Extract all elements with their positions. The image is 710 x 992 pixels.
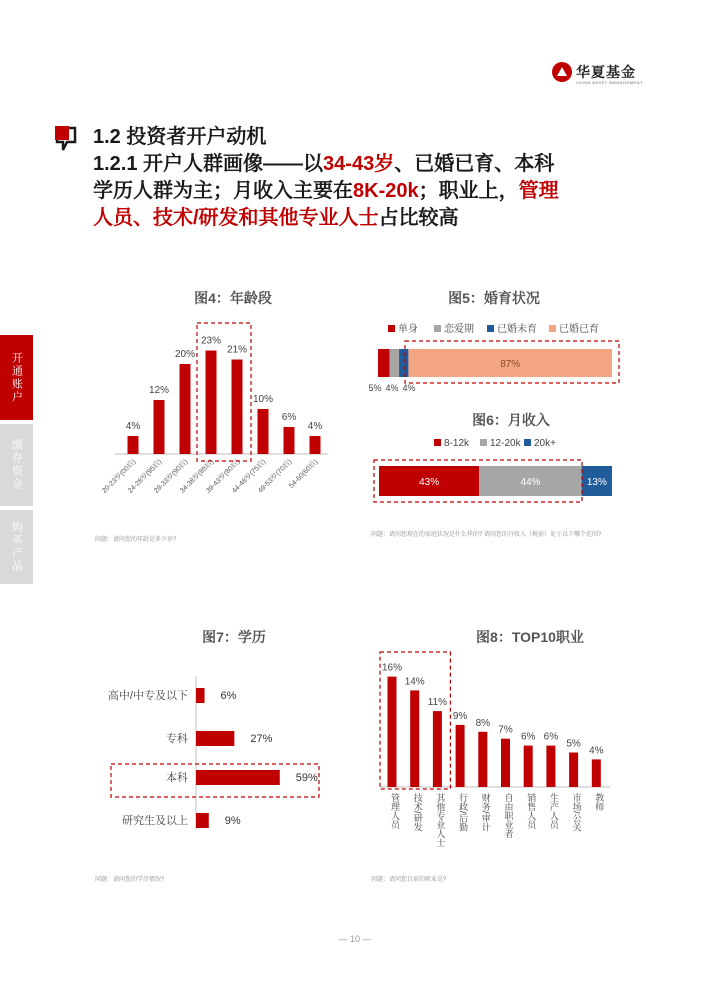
fig5-legend-swatch bbox=[487, 325, 494, 332]
fig6-legend-swatch bbox=[480, 439, 487, 446]
fig8-data-label: 8% bbox=[475, 717, 491, 729]
fig8-data-label: 5% bbox=[566, 738, 581, 750]
side-tab-open-account[interactable]: 开通账户 bbox=[0, 335, 33, 420]
fig7-data-label: 9% bbox=[224, 815, 241, 827]
fig8-tick-label: 销售人员 bbox=[526, 793, 537, 829]
fig8-tick-label: 行政/后勤 bbox=[458, 793, 469, 832]
fig6-note: 问题：请问您现在的家庭状况是什么样的? 请问您的月收入（税前）处于以下哪个范围? bbox=[371, 532, 602, 538]
fig8-data-label: 7% bbox=[498, 724, 513, 736]
fig5-legend-label: 已婚已育 bbox=[559, 324, 599, 335]
heading-highlight: 8K-20k bbox=[353, 180, 419, 202]
heading-highlight: 管理 bbox=[518, 180, 559, 202]
fig4-bar bbox=[310, 436, 321, 454]
fig7-data-label: 27% bbox=[250, 733, 273, 745]
fig7-bar bbox=[196, 770, 280, 785]
fig5-legend-swatch bbox=[434, 325, 441, 332]
heading-text: 学历人群为主；月收入主要在 bbox=[93, 180, 353, 202]
fig4-bar bbox=[180, 364, 191, 454]
fig8-bar bbox=[501, 739, 510, 787]
fig7-data-label: 6% bbox=[220, 690, 237, 702]
fig4-bar bbox=[154, 400, 165, 454]
fig8-title: 图8：TOP10职业 bbox=[476, 629, 584, 645]
fig6-data-label: 43% bbox=[419, 477, 440, 488]
fig5-data-label: 4% bbox=[385, 383, 399, 393]
fig4-data-label: 4% bbox=[125, 421, 141, 432]
fig6-data-label: 13% bbox=[586, 477, 607, 488]
fig5-segment bbox=[399, 349, 408, 377]
fig8-data-label: 14% bbox=[404, 676, 425, 688]
fig8-tick-label: 市场/公关 bbox=[571, 793, 582, 832]
fig8-data-label: 9% bbox=[452, 710, 468, 722]
side-tab-deposit[interactable]: 缴存资金 bbox=[0, 424, 33, 506]
fig5-segment bbox=[390, 349, 399, 377]
fig4-tick-label: 24-28岁(95后) bbox=[127, 458, 164, 495]
fig5-data-label: 4% bbox=[402, 383, 416, 393]
fig5-legend-label: 单身 bbox=[398, 324, 418, 335]
heading-text: 1.2.1 开户人群画像——以 bbox=[93, 153, 324, 175]
fig6-legend-label: 8-12k bbox=[444, 438, 470, 449]
fig8-tick-label: 管理人员 bbox=[390, 793, 400, 829]
fig6-title: 图6：月收入 bbox=[472, 412, 550, 428]
fig8-tick-label: 技术/研发 bbox=[412, 793, 423, 832]
fig4-data-label: 12% bbox=[148, 385, 170, 396]
fig8-tick-label: 其他专业人士 bbox=[435, 793, 446, 847]
fig8-bar bbox=[433, 711, 442, 787]
fig4-tick-label: 20-23岁(00后) bbox=[101, 458, 138, 495]
fig8-tick-label: 教师 bbox=[594, 793, 605, 811]
fig8-data-label: 6% bbox=[520, 731, 536, 743]
fig7-bar bbox=[196, 813, 209, 828]
heading-highlight: 人员、技术/研发和其他专业人士 bbox=[93, 207, 379, 229]
fig8-bar bbox=[592, 759, 601, 787]
fig4-tick-label: 49-53岁(70后) bbox=[257, 458, 294, 495]
fig7-note: 问题：请问您的学历情况? bbox=[95, 877, 165, 883]
side-tab-buy-product[interactable]: 购买产品 bbox=[0, 510, 33, 584]
fig8-data-label: 4% bbox=[589, 745, 604, 757]
fig8-data-label: 6% bbox=[543, 731, 559, 743]
fig4-tick-label: 44-48岁(75后) bbox=[231, 458, 268, 495]
fig6-data-label: 44% bbox=[520, 477, 541, 488]
fig4-bar bbox=[206, 351, 217, 455]
heading-text: ；职业上， bbox=[418, 180, 519, 202]
fig8-data-label: 11% bbox=[427, 697, 448, 709]
fig6-legend-label: 20k+ bbox=[534, 438, 556, 449]
fig8-bar bbox=[546, 746, 555, 787]
fig5-legend-swatch bbox=[388, 325, 395, 332]
heading-text: 占比较高 bbox=[378, 207, 459, 229]
fig5-legend-label: 已婚未育 bbox=[497, 324, 537, 335]
fig7-bar bbox=[196, 731, 234, 746]
fig7-tick-label: 高中/中专及以下 bbox=[107, 690, 188, 702]
fig8-data-label: 16% bbox=[381, 662, 403, 674]
page-number: — 10 — bbox=[338, 934, 372, 944]
fig7-tick-label: 本科 bbox=[166, 772, 188, 784]
fig5-data-label: 5% bbox=[368, 383, 382, 393]
fig7-tick-label: 专科 bbox=[166, 733, 188, 745]
fig8-bar bbox=[524, 746, 533, 787]
fig6-legend-swatch bbox=[434, 439, 441, 446]
fig4-bar bbox=[284, 427, 295, 454]
fig8-tick-label: 生产人员 bbox=[548, 793, 559, 829]
fig4-bar bbox=[258, 409, 269, 454]
fig8-bar bbox=[388, 677, 397, 787]
fig7-bar bbox=[196, 688, 205, 703]
fig8-bar bbox=[456, 725, 465, 787]
fig4-tick-label: 39-43岁(80后) bbox=[205, 458, 242, 495]
fig8-tick-label: 财务/审计 bbox=[480, 793, 491, 832]
fig4-data-label: 21% bbox=[226, 344, 248, 356]
logo-subtitle: CHINA ASSET MANAGEMENT bbox=[576, 80, 643, 85]
fig4-title: 图4：年龄段 bbox=[194, 290, 272, 306]
fig4-data-label: 4% bbox=[307, 421, 323, 432]
fig7-data-label: 59% bbox=[295, 772, 318, 784]
fig8-note: 问题：请问您目前的职业是? bbox=[371, 877, 447, 883]
fig4-note: 问题：请问您的年龄是多少岁? bbox=[95, 537, 177, 543]
fig8-tick-label: 自由职业者 bbox=[503, 793, 514, 838]
fig8-bar bbox=[569, 753, 578, 788]
fig5-title: 图5：婚育状况 bbox=[448, 290, 540, 306]
fig4-bar bbox=[128, 436, 139, 454]
fig7-tick-label: 研究生及以上 bbox=[122, 815, 188, 827]
logo-name: 华夏基金 bbox=[576, 64, 636, 80]
heading-text: 、已婚已育、本科 bbox=[394, 153, 555, 175]
fig4-tick-label: 29-33岁(90后) bbox=[153, 458, 190, 495]
fig6-legend-swatch bbox=[524, 439, 531, 446]
fig5-data-label: 87% bbox=[500, 359, 521, 370]
fig5-legend-label: 恋爱期 bbox=[444, 324, 474, 335]
fig4-tick-label: 34-38岁(85后) bbox=[179, 458, 216, 495]
fig8-bar bbox=[478, 732, 487, 787]
fig4-data-label: 10% bbox=[252, 394, 274, 405]
heading-highlight: 34-43岁 bbox=[323, 153, 395, 175]
fig4-bar bbox=[232, 360, 243, 455]
fig4-data-label: 23% bbox=[200, 335, 222, 347]
fig5-legend-swatch bbox=[549, 325, 556, 332]
fig4-data-label: 20% bbox=[174, 349, 196, 360]
fig8-bar bbox=[410, 690, 419, 787]
heading-line-1: 1.2 投资者开户动机 bbox=[93, 126, 267, 148]
fig4-tick-label: 54-60(60后) bbox=[288, 458, 320, 490]
fig6-legend-label: 12-20k bbox=[490, 438, 521, 449]
fig7-title: 图7：学历 bbox=[202, 629, 266, 645]
fig4-data-label: 6% bbox=[281, 412, 297, 423]
fig5-segment bbox=[378, 349, 390, 377]
